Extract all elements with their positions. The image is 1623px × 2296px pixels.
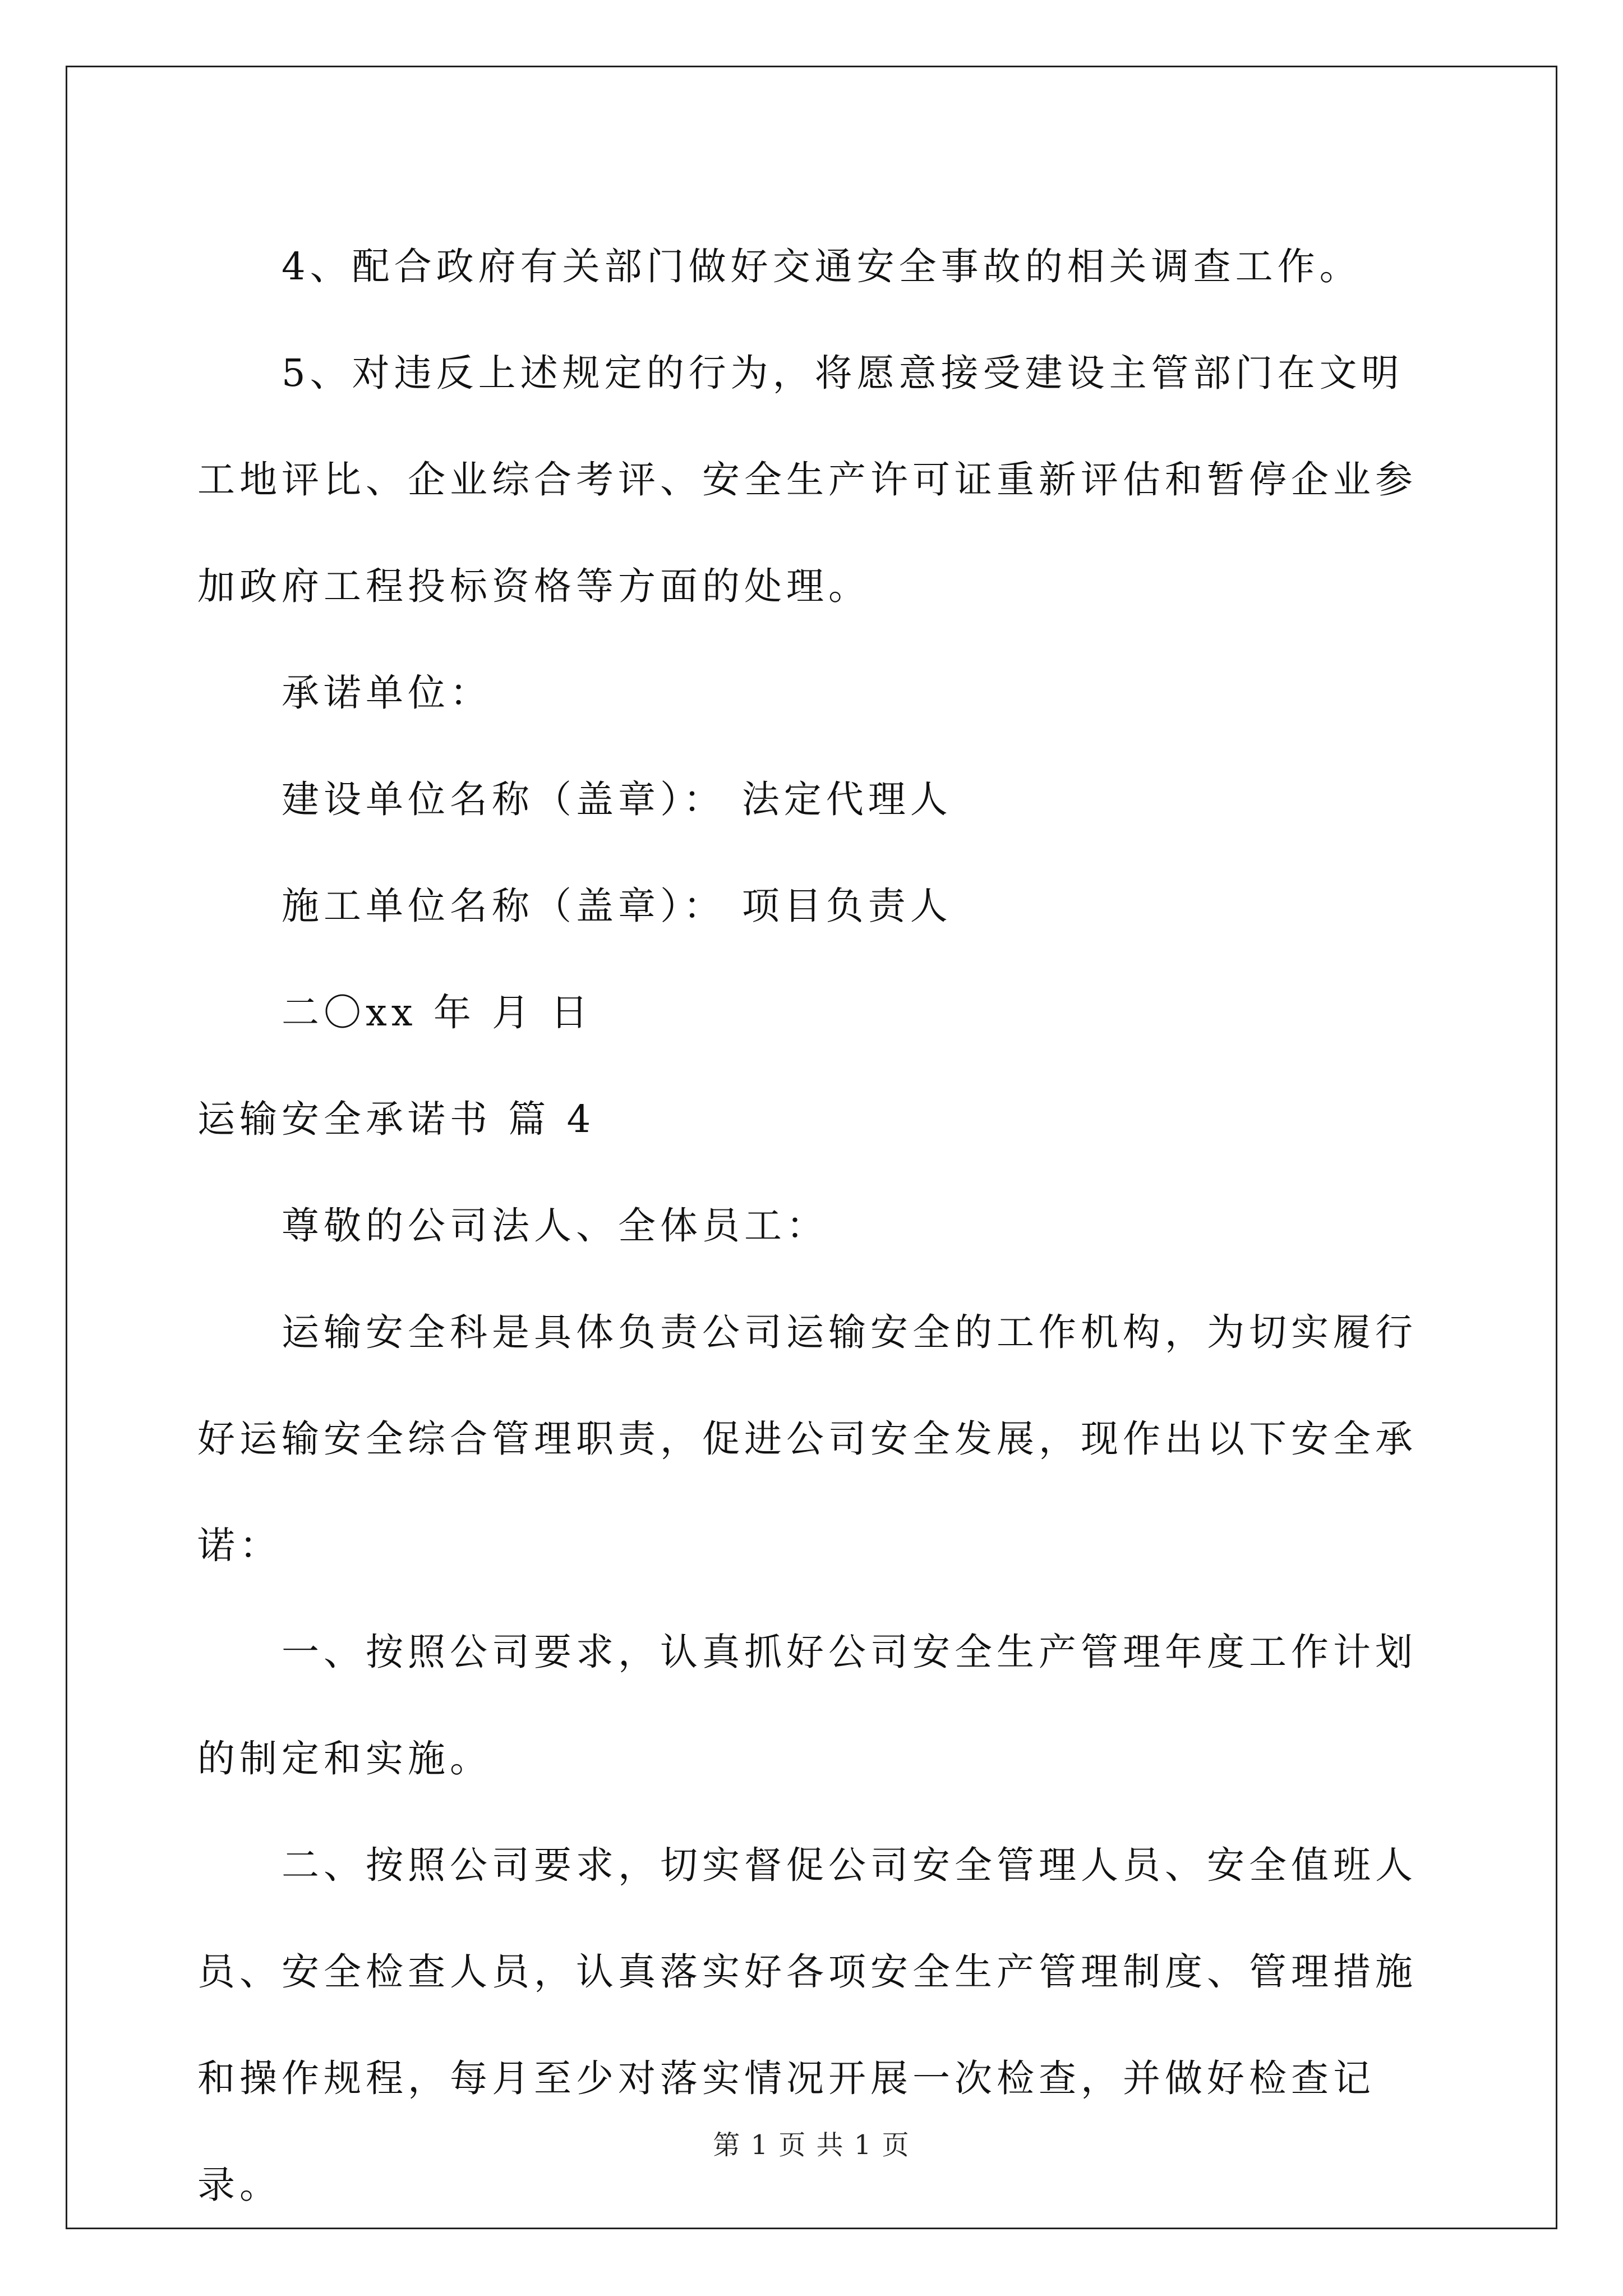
paragraph-commitment-2: 二、按照公司要求，切实督促公司安全管理人员、安全值班人员、安全检查人员，认真落实好各项安全生产管理制度、管理措施和操作规程，每月至少对落实情况开展一次检查，并做好检查记录。 (197, 1843, 1417, 2207)
paragraph-commitment-unit: 承诺单位： (282, 671, 492, 715)
paragraph-greeting: 尊敬的公司法人、全体员工： (282, 1204, 828, 1248)
paragraph-builder-unit: 施工单位名称（盖章）： 项目负责人 (282, 884, 952, 928)
paragraph-construction-unit: 建设单位名称（盖章）： 法定代理人 (282, 777, 952, 821)
page-footer: 第 1 页 共 1 页 (713, 2129, 910, 2161)
paragraph-date: 二〇xx 年 月 日 (282, 991, 593, 1034)
section-heading: 运输安全承诺书 篇 4 (197, 1097, 596, 1141)
paragraph-item-5: 5、对违反上述规定的行为，将愿意接受建设主管部门在文明工地评比、企业综合考评、安全生产许可证重新评估和暂停企业参加政府工程投标资格等方面的处理。 (197, 351, 1417, 608)
paragraph-item-4: 4、配合政府有关部门做好交通安全事故的相关调查工作。 (282, 245, 1362, 288)
document-body (197, 213, 1437, 2238)
paragraph-intro: 运输安全科是具体负责公司运输安全的工作机构，为切实履行好运输安全综合管理职责，促进公司安全发展，现作出以下安全承诺： (197, 1310, 1417, 1567)
paragraph-commitment-1: 一、按照公司要求，认真抓好公司安全生产管理年度工作计划的制定和实施。 (197, 1630, 1417, 1780)
